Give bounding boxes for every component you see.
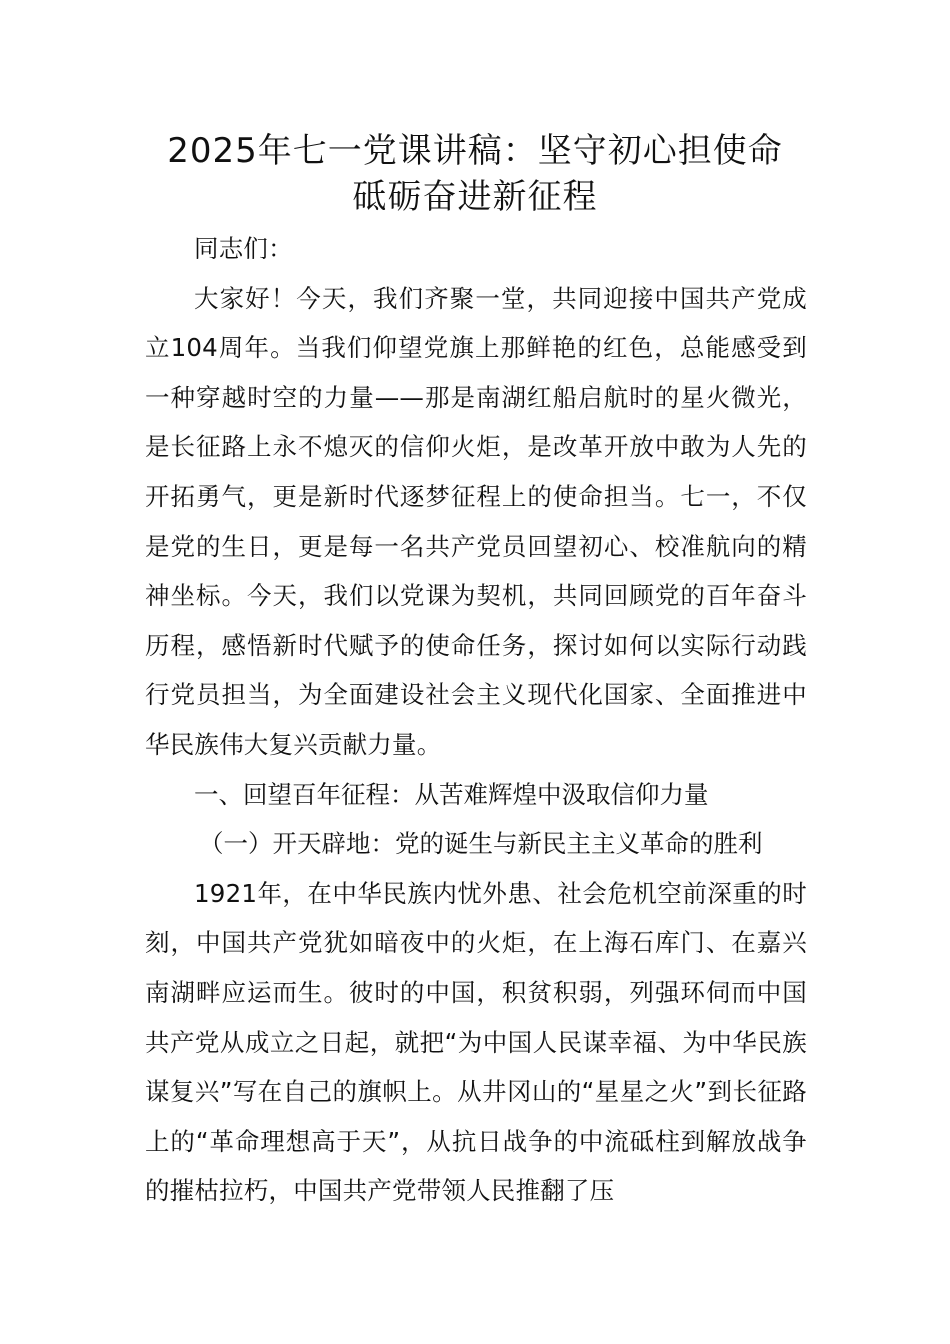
section-paragraph: 1921年，在中华民族内忧外患、社会危机空前深重的时刻，中国共产党犹如暗夜中的火炬，在上海石库门、在嘉兴南湖畔应运而生。彼时的中国，积贫积弱，列强环伺而中国共产党从成立之日起，就把“为中国人民谋幸福、为中华民族谋复兴”写在自己的旗帜上。从井冈山的“星星之火”到长征路上的“革命理想高于天”，从抗日战争的中流砥柱到解放战争的摧枯拉朽，中国共产党带领人民推翻了压 <box>145 878 807 1206</box>
intro-paragraph: 大家好！今天，我们齐聚一堂，共同迎接中国共产党成立104周年。当我们仰望党旗上那鲜艳的红色，总能感受到一种穿越时空的力量——那是南湖红船启航时的星火微光，是长征路上永不熄灭的信仰火炬，是改革开放中敢为人先的开拓勇气，更是新时代逐梦征程上的使命担当。七一，不仅是党的生日，更是每一名共产党员回望初心、校准航向的精神坐标。今天，我们以党课为契机，共同回顾党的百年奋斗历程，感悟新时代赋予的使命任务，探讨如何以实际行动践行党员担当，为全面建设社会主义现代化国家、全面推进中华民族伟大复兴贡献力量。 <box>145 283 807 759</box>
document-title: 2025年七一党课讲稿：坚守初心担使命 砥砺奋进新征程 <box>167 131 783 217</box>
subsection-heading: （一）开天辟地：党的诞生与新民主主义革命的胜利 <box>199 829 763 859</box>
section-heading: 一、回望百年征程：从苦难辉煌中汲取信仰力量 <box>194 779 709 809</box>
greeting: 同志们： <box>194 234 293 263</box>
document-body <box>145 224 807 1216</box>
